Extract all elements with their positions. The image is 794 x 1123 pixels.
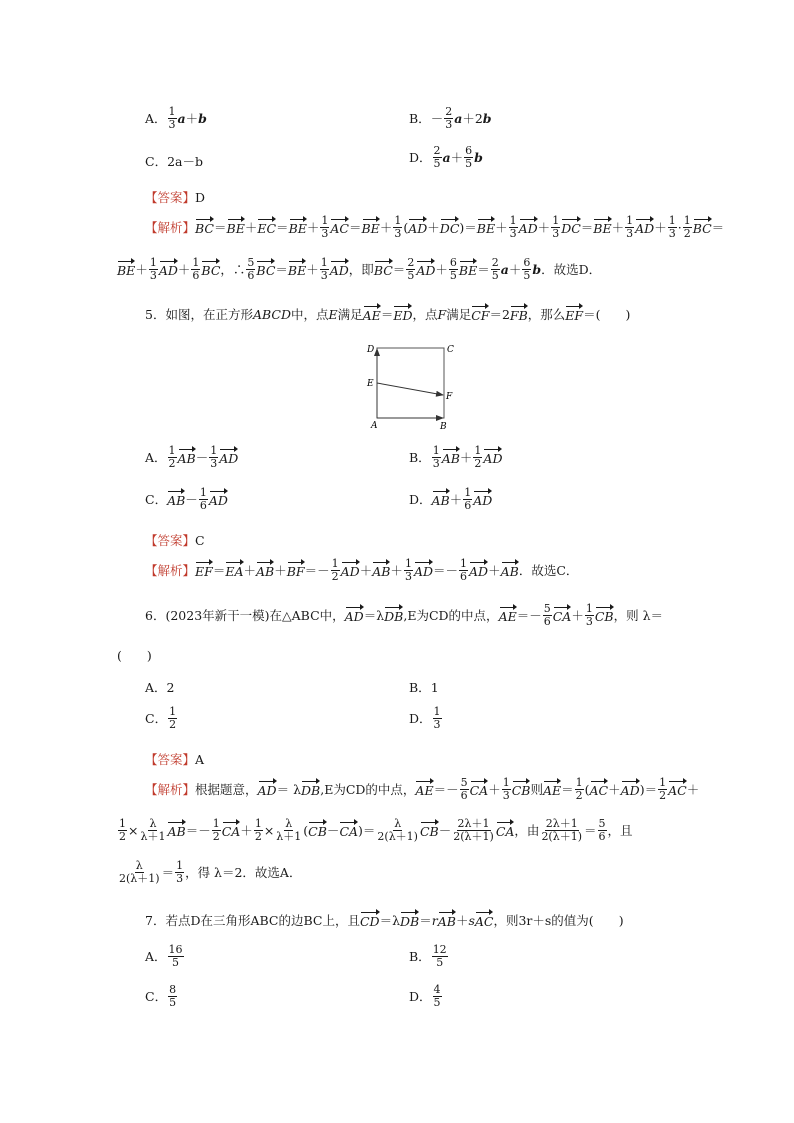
stem-text: 5．如图，在正方形 [145, 307, 253, 322]
option-label: D． [409, 989, 432, 1005]
q7-stem: 7．若点D在三角形ABC的边BC上，且 CD ＝λ DB ＝ r AB ＋ s AC ，则3r＋s的值为( ) [145, 912, 624, 929]
q5-answer [145, 531, 205, 549]
label-f: F [446, 392, 453, 402]
q5-option-d: D． AB ＋ 1 6 AD [409, 486, 493, 512]
q4-analysis-line2: BE ＋ 1 3 AD ＋ 1 6 BC ，∴ 5 6 BC ＝ BE ＋ 1 3 AD ，即 BC ＝ 2 5 AD ＋ 6 5 BE ＝ 2 5 a ＋ 6 5 b ．故选D． [117, 256, 602, 282]
option-label: A． [145, 111, 167, 127]
stem-text: ，那么 [527, 307, 566, 322]
answer-value: D [195, 189, 206, 205]
q7-option-c: C． 8 5 [145, 983, 177, 1009]
q5-analysis: 【解析】 EF ＝ EA ＋ AB ＋ BF ＝－ 1 2 AD ＋ AB ＋ 1 3 AD ＝－ 1 6 AD ＋ AB ．故选C． [145, 557, 579, 583]
square-outline [377, 348, 444, 418]
option-text: 1 [430, 679, 439, 695]
option-label: A． [145, 949, 167, 965]
q7-option-d: D． 4 5 [409, 983, 441, 1009]
q4-option-a: A． 1 3 a ＋ b [145, 105, 207, 131]
option-label: A． [145, 680, 167, 695]
label-c: C [447, 345, 454, 355]
analysis-text: ，且 [607, 823, 633, 839]
stem-text: ，点 [412, 307, 438, 322]
q6-blank: ( ) [117, 648, 152, 663]
q4-option-c [145, 152, 203, 170]
option-label: C． [145, 711, 168, 727]
option-label: C． [145, 492, 168, 508]
q5-option-a: A． 1 2 AB － 1 3 AD [145, 444, 239, 470]
stem-text: 满足 [337, 307, 363, 322]
option-label: B． [409, 111, 431, 127]
stem-text: 满足 [446, 307, 472, 322]
q5-option-b: B． 1 3 AB ＋ 1 2 AD [409, 444, 503, 470]
analysis-conclusion: ，得 λ＝2．故选A． [185, 865, 302, 881]
answer-value: C [195, 532, 205, 548]
analysis-text: 则 [530, 782, 543, 798]
analysis-conclusion: ．故选C． [518, 563, 579, 579]
option-text: 2a－b [167, 154, 203, 169]
q6-analysis-line2: 1 2 × λ λ＋1 AB ＝－ 1 2 CA ＋ 1 2 × λ λ＋1 ( CB － CA )＝ λ 2(λ＋1) CB － 2λ＋1 2(λ＋1) CA ， 由 2λ＋1 2(λ＋1) ＝ 5 6 ，且 [119, 817, 633, 843]
stem-text: ＝( ) [583, 307, 631, 322]
analysis-conclusion: ．故选D． [541, 262, 602, 278]
q6-answer [145, 750, 204, 768]
square-figure [360, 338, 470, 434]
q7-option-b: B． 12 5 [409, 943, 447, 969]
answer-value: A [195, 751, 205, 767]
q6-option-a [145, 678, 174, 696]
q6-option-b [409, 678, 439, 696]
option-label: C． [145, 989, 168, 1005]
analysis-text: 根据题意， [195, 782, 258, 798]
vector-ef [377, 383, 443, 395]
stem-text: E为CD的中点， [407, 608, 499, 624]
answer-tag: 【答案】 [145, 190, 196, 205]
analysis-tag: 【解析】 [145, 220, 196, 236]
label-b: B [440, 422, 447, 432]
option-label: D． [409, 492, 432, 508]
option-label: B． [409, 949, 431, 965]
q6-analysis-line1: 【解析】 根据题意， AD ＝ λ DB , E为CD的中点， AE ＝－ 5 6 CA ＋ 1 3 CB 则 AE ＝ 1 2 ( AC ＋ AD )＝ 1 2 AC ＋ [145, 776, 700, 802]
answer-tag: 【答案】 [145, 533, 196, 548]
stem-text: ，则 λ＝ [613, 608, 663, 624]
q6-stem: 6．(2023年新干一模)在△ABC中， AD ＝λ DB , E为CD的中点， AE ＝－ 5 6 CA ＋ 1 3 CB ，则 λ＝ [145, 602, 663, 628]
q4-option-b: B． － 2 3 a ＋2 b [409, 105, 492, 131]
stem-text: ，则3r＋s的值为( ) [493, 913, 624, 928]
option-label: C． [145, 154, 168, 169]
analysis-tag: 【解析】 [145, 782, 196, 798]
option-label: B． [409, 450, 431, 466]
option-label: B． [409, 680, 431, 695]
option-text: 2 [166, 679, 175, 695]
label-d: D [367, 345, 375, 355]
label-a: A [371, 421, 378, 431]
analysis-text: 由 [526, 823, 540, 839]
stem-text: 7．若点D在三角形ABC的边BC上，且 [145, 913, 360, 928]
q6-option-d: D． 1 3 [409, 705, 441, 731]
q7-option-a: A． 16 5 [145, 943, 183, 969]
q6-option-c: C． 1 2 [145, 705, 177, 731]
analysis-text: E为CD的中点， [324, 782, 416, 798]
q4-answer [145, 188, 205, 206]
q6-analysis-line3: λ 2(λ＋1) ＝ 1 3 ，得 λ＝2．故选A． [119, 859, 302, 885]
option-label: A． [145, 450, 167, 466]
q5-option-c: C． AB － 1 6 AD [145, 486, 228, 512]
q4-analysis-line1: 【解析】 BC ＝ BE ＋ EC ＝ BE ＋ 1 3 AC ＝ BE ＋ 1 3 ( AD ＋ DC )＝ BE ＋ 1 3 AD ＋ 1 3 DC ＝ BE ＋ 1 3 AD ＋ 1 3 · 1 2 BC ＝ [145, 214, 725, 240]
option-label: D． [409, 150, 432, 166]
analysis-tag: 【解析】 [145, 563, 196, 579]
option-label: D． [409, 711, 432, 727]
q4-option-d: D． 2 5 a ＋ 6 5 b [409, 144, 483, 170]
label-e: E [367, 379, 374, 389]
q5-stem: 5．如图，在正方形 ABCD 中，点 E 满足 AE ＝ ED ，点 F 满足 CF ＝2 FB ，那么 EF ＝( ) [145, 306, 631, 323]
answer-tag: 【答案】 [145, 752, 196, 767]
stem-text: 中，点 [291, 307, 329, 322]
stem-text: 6．(2023年新干一模)在△ABC中， [145, 608, 345, 624]
